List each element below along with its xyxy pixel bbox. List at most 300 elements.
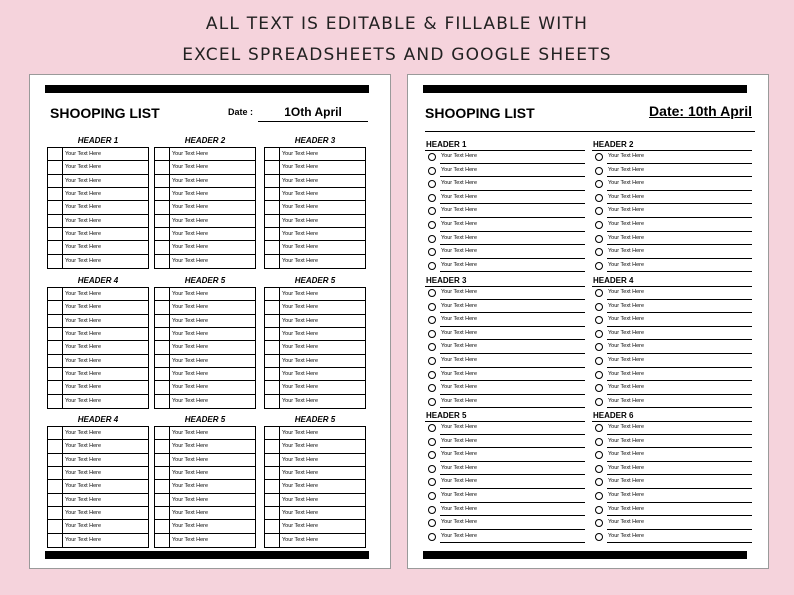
- item-text-field[interactable]: Your Text Here: [608, 356, 645, 363]
- item-text-field[interactable]: Your Text Here: [282, 483, 319, 490]
- check-cell[interactable]: [48, 534, 63, 547]
- check-cell[interactable]: [48, 201, 63, 213]
- check-cell[interactable]: [155, 440, 170, 452]
- item-text-field[interactable]: Your Text Here: [65, 370, 102, 377]
- item-text-field[interactable]: Your Text Here: [282, 304, 319, 311]
- item-group: [154, 135, 256, 269]
- item-text-field[interactable]: Your Text Here: [282, 536, 319, 543]
- circle-checkbox-icon[interactable]: [428, 235, 436, 243]
- check-cell[interactable]: [48, 215, 63, 227]
- item-text-field[interactable]: Your Text Here: [608, 329, 645, 336]
- circle-checkbox-icon[interactable]: [428, 303, 436, 311]
- item-group: [264, 135, 366, 269]
- item-text-field[interactable]: Your Text Here: [441, 370, 478, 377]
- circle-checkbox-icon[interactable]: [595, 451, 603, 459]
- item-text-field[interactable]: Your Text Here: [282, 317, 319, 324]
- circle-checkbox-icon[interactable]: [595, 316, 603, 324]
- item-text-field[interactable]: Your Text Here: [441, 519, 478, 526]
- item-text-field[interactable]: Your Text Here: [65, 344, 102, 351]
- item-text-field[interactable]: Your Text Here: [172, 291, 209, 297]
- circle-checkbox-icon[interactable]: [595, 194, 603, 202]
- item-text-field[interactable]: Your Text Here: [172, 230, 209, 237]
- item-text-field[interactable]: Your Text Here: [65, 456, 102, 463]
- check-cell[interactable]: [155, 241, 170, 253]
- item-text-field[interactable]: Your Text Here: [441, 302, 478, 309]
- check-cell[interactable]: [155, 534, 170, 547]
- item-text-field[interactable]: Your Text Here: [282, 330, 319, 337]
- item-text-field[interactable]: Your Text Here: [282, 496, 319, 503]
- item-text-field[interactable]: Your Text Here: [282, 370, 319, 377]
- item-text-field[interactable]: Your Text Here: [441, 316, 478, 323]
- check-cell[interactable]: [155, 161, 170, 173]
- circle-checkbox-icon[interactable]: [595, 153, 603, 161]
- circle-checkbox-icon[interactable]: [595, 235, 603, 243]
- table-row: [155, 215, 255, 228]
- table-row: [155, 315, 255, 328]
- checklist-item: [425, 328, 585, 342]
- item-text-field[interactable]: Your Text Here: [608, 193, 645, 200]
- check-cell[interactable]: [155, 355, 170, 367]
- item-text-field[interactable]: Your Text Here: [282, 509, 319, 516]
- checklist-item: [425, 151, 585, 165]
- item-text-field[interactable]: Your Text Here: [172, 330, 209, 337]
- item-text-field[interactable]: Your Text Here: [65, 317, 102, 324]
- circle-checkbox-icon[interactable]: [428, 357, 436, 365]
- date-field[interactable]: 1Oth April: [258, 105, 368, 122]
- item-text-field[interactable]: Your Text Here: [172, 397, 209, 404]
- circle-checkbox-icon[interactable]: [428, 167, 436, 175]
- item-underline: [607, 461, 752, 462]
- item-text-field[interactable]: Your Text Here: [441, 248, 478, 255]
- check-cell[interactable]: [265, 301, 280, 313]
- item-text-field[interactable]: Your Text Here: [172, 164, 209, 171]
- item-text-field[interactable]: Your Text Here: [65, 151, 102, 157]
- circle-checkbox-icon[interactable]: [428, 248, 436, 256]
- check-cell[interactable]: [265, 201, 280, 213]
- check-cell[interactable]: [265, 148, 280, 160]
- item-text-field[interactable]: Your Text Here: [65, 523, 102, 530]
- item-text-field[interactable]: Your Text Here: [172, 244, 209, 251]
- circle-checkbox-icon[interactable]: [595, 180, 603, 188]
- check-cell[interactable]: [48, 381, 63, 393]
- check-cell[interactable]: [48, 480, 63, 492]
- circle-checkbox-icon[interactable]: [428, 153, 436, 161]
- check-cell[interactable]: [265, 454, 280, 466]
- item-text-field[interactable]: Your Text Here: [608, 384, 645, 391]
- check-cell[interactable]: [155, 494, 170, 506]
- check-cell[interactable]: [155, 148, 170, 160]
- check-cell[interactable]: [48, 355, 63, 367]
- check-cell[interactable]: [155, 328, 170, 340]
- item-text-field[interactable]: Your Text Here: [282, 164, 319, 171]
- item-text-field[interactable]: Your Text Here: [441, 220, 478, 227]
- circle-checkbox-icon[interactable]: [428, 478, 436, 486]
- item-text-field[interactable]: Your Text Here: [282, 244, 319, 251]
- item-text-field[interactable]: Your Text Here: [608, 532, 645, 539]
- item-text-field[interactable]: Your Text Here: [441, 437, 478, 444]
- check-cell[interactable]: [265, 467, 280, 479]
- item-text-field[interactable]: Your Text Here: [65, 509, 102, 516]
- check-cell[interactable]: [265, 228, 280, 240]
- banner-line-2: EXCEL SPREADSHEETS AND GOOGLE SHEETS: [182, 45, 612, 65]
- item-text-field[interactable]: Your Text Here: [65, 244, 102, 251]
- table-row: [155, 427, 255, 440]
- item-text-field[interactable]: Your Text Here: [441, 166, 478, 173]
- check-cell[interactable]: [155, 215, 170, 227]
- check-cell[interactable]: [265, 534, 280, 547]
- item-text-field[interactable]: Your Text Here: [65, 469, 102, 476]
- check-cell[interactable]: [155, 341, 170, 353]
- table-row: [155, 467, 255, 480]
- item-text-field[interactable]: Your Text Here: [441, 505, 478, 512]
- item-text-field[interactable]: Your Text Here: [65, 304, 102, 311]
- table-row: [155, 355, 255, 368]
- item-text-field[interactable]: Your Text Here: [172, 190, 209, 197]
- item-underline: [440, 474, 585, 475]
- check-cell[interactable]: [155, 315, 170, 327]
- circle-checkbox-icon[interactable]: [595, 533, 603, 541]
- item-text-field[interactable]: Your Text Here: [608, 343, 645, 350]
- item-text-field[interactable]: Your Text Here: [282, 456, 319, 463]
- circle-checkbox-icon[interactable]: [595, 303, 603, 311]
- item-text-field[interactable]: Your Text Here: [65, 397, 102, 404]
- check-cell[interactable]: [48, 467, 63, 479]
- section-header: HEADER 2: [592, 139, 752, 151]
- checklist-item: [592, 490, 752, 504]
- check-cell[interactable]: [265, 215, 280, 227]
- item-text-field[interactable]: Your Text Here: [441, 343, 478, 350]
- check-cell[interactable]: [48, 161, 63, 173]
- circle-checkbox-icon[interactable]: [428, 438, 436, 446]
- item-text-field[interactable]: Your Text Here: [282, 469, 319, 476]
- item-text-field[interactable]: Your Text Here: [172, 370, 209, 377]
- check-cell[interactable]: [265, 341, 280, 353]
- item-text-field[interactable]: Your Text Here: [65, 217, 102, 224]
- check-cell[interactable]: [48, 440, 63, 452]
- item-text-field[interactable]: Your Text Here: [172, 384, 209, 391]
- check-cell[interactable]: [265, 188, 280, 200]
- item-text-field[interactable]: Your Text Here: [608, 166, 645, 173]
- item-text-field[interactable]: Your Text Here: [65, 190, 102, 197]
- item-text-field[interactable]: Your Text Here: [282, 177, 319, 184]
- check-cell[interactable]: [155, 228, 170, 240]
- item-text-field[interactable]: Your Text Here: [172, 509, 209, 516]
- circle-checkbox-icon[interactable]: [428, 465, 436, 473]
- item-text-field[interactable]: Your Text Here: [441, 478, 478, 485]
- circle-checkbox-icon[interactable]: [595, 167, 603, 175]
- item-text-field[interactable]: Your Text Here: [441, 464, 478, 471]
- date-field[interactable]: Date: 10th April: [649, 103, 752, 119]
- circle-checkbox-icon[interactable]: [428, 371, 436, 379]
- circle-checkbox-icon[interactable]: [428, 316, 436, 324]
- item-text-field[interactable]: Your Text Here: [172, 536, 209, 543]
- item-text-field[interactable]: Your Text Here: [441, 356, 478, 363]
- circle-checkbox-icon[interactable]: [428, 424, 436, 432]
- checklist-item: [592, 165, 752, 179]
- item-text-field[interactable]: Your Text Here: [441, 329, 478, 336]
- item-text-field[interactable]: Your Text Here: [608, 464, 645, 471]
- item-text-field[interactable]: Your Text Here: [608, 207, 645, 214]
- circle-checkbox-icon[interactable]: [595, 343, 603, 351]
- item-underline: [440, 515, 585, 516]
- check-cell[interactable]: [155, 467, 170, 479]
- item-text-field[interactable]: Your Text Here: [282, 230, 319, 237]
- item-text-field[interactable]: Your Text Here: [441, 451, 478, 458]
- circle-checkbox-icon[interactable]: [595, 384, 603, 392]
- item-text-field[interactable]: Your Text Here: [608, 316, 645, 323]
- check-cell[interactable]: [48, 328, 63, 340]
- table-row: [265, 328, 365, 341]
- item-text-field[interactable]: Your Text Here: [172, 177, 209, 184]
- circle-checkbox-icon[interactable]: [595, 506, 603, 514]
- check-cell[interactable]: [265, 288, 280, 300]
- check-cell[interactable]: [48, 427, 63, 439]
- check-cell[interactable]: [155, 480, 170, 492]
- check-cell[interactable]: [155, 395, 170, 408]
- check-cell[interactable]: [265, 355, 280, 367]
- circle-checkbox-icon[interactable]: [428, 207, 436, 215]
- check-cell[interactable]: [48, 341, 63, 353]
- check-cell[interactable]: [48, 255, 63, 268]
- table-row: [155, 494, 255, 507]
- check-cell[interactable]: [48, 494, 63, 506]
- circle-checkbox-icon[interactable]: [428, 330, 436, 338]
- check-cell[interactable]: [265, 315, 280, 327]
- check-cell[interactable]: [48, 454, 63, 466]
- circle-checkbox-icon[interactable]: [428, 262, 436, 270]
- item-text-field[interactable]: Your Text Here: [282, 443, 319, 450]
- check-cell[interactable]: [48, 228, 63, 240]
- item-text-field[interactable]: Your Text Here: [608, 153, 645, 159]
- item-text-field[interactable]: Your Text Here: [282, 384, 319, 391]
- item-text-field[interactable]: Your Text Here: [608, 437, 645, 444]
- item-underline: [607, 394, 752, 395]
- item-text-field[interactable]: Your Text Here: [282, 397, 319, 404]
- item-text-field[interactable]: Your Text Here: [172, 430, 209, 436]
- check-cell[interactable]: [265, 480, 280, 492]
- check-cell[interactable]: [155, 381, 170, 393]
- check-cell[interactable]: [265, 381, 280, 393]
- circle-checkbox-icon[interactable]: [428, 451, 436, 459]
- circle-checkbox-icon[interactable]: [595, 438, 603, 446]
- item-text-field[interactable]: Your Text Here: [608, 424, 645, 430]
- circle-checkbox-icon[interactable]: [595, 221, 603, 229]
- item-text-field[interactable]: Your Text Here: [65, 384, 102, 391]
- item-text-field[interactable]: Your Text Here: [608, 478, 645, 485]
- check-cell[interactable]: [48, 188, 63, 200]
- item-text-field[interactable]: Your Text Here: [441, 207, 478, 214]
- item-text-field[interactable]: Your Text Here: [65, 483, 102, 490]
- item-text-field[interactable]: Your Text Here: [172, 151, 209, 157]
- check-cell[interactable]: [155, 301, 170, 313]
- check-cell[interactable]: [48, 520, 63, 532]
- item-text-field[interactable]: Your Text Here: [441, 289, 478, 295]
- item-text-field[interactable]: Your Text Here: [282, 204, 319, 211]
- checklist-item: [592, 246, 752, 260]
- item-text-field[interactable]: Your Text Here: [441, 153, 478, 159]
- item-text-field[interactable]: Your Text Here: [282, 217, 319, 224]
- circle-checkbox-icon[interactable]: [595, 371, 603, 379]
- item-text-field[interactable]: Your Text Here: [172, 317, 209, 324]
- check-cell[interactable]: [265, 161, 280, 173]
- item-text-field[interactable]: Your Text Here: [608, 180, 645, 187]
- item-text-field[interactable]: Your Text Here: [441, 234, 478, 241]
- item-text-field[interactable]: Your Text Here: [282, 430, 319, 436]
- circle-checkbox-icon[interactable]: [428, 492, 436, 500]
- item-text-field[interactable]: Your Text Here: [608, 302, 645, 309]
- item-text-field[interactable]: Your Text Here: [608, 370, 645, 377]
- item-text-field[interactable]: Your Text Here: [282, 257, 319, 264]
- item-text-field[interactable]: Your Text Here: [282, 151, 319, 157]
- circle-checkbox-icon[interactable]: [428, 194, 436, 202]
- item-text-field[interactable]: Your Text Here: [441, 424, 478, 430]
- item-text-field[interactable]: Your Text Here: [65, 430, 102, 436]
- check-cell[interactable]: [155, 288, 170, 300]
- circle-checkbox-icon[interactable]: [595, 398, 603, 406]
- circle-checkbox-icon[interactable]: [595, 357, 603, 365]
- item-text-field[interactable]: Your Text Here: [172, 523, 209, 530]
- circle-checkbox-icon[interactable]: [428, 221, 436, 229]
- circle-checkbox-icon[interactable]: [595, 248, 603, 256]
- item-text-field[interactable]: Your Text Here: [65, 330, 102, 337]
- check-cell[interactable]: [265, 395, 280, 408]
- item-text-field[interactable]: Your Text Here: [65, 177, 102, 184]
- circle-checkbox-icon[interactable]: [428, 398, 436, 406]
- check-cell[interactable]: [48, 301, 63, 313]
- item-text-field[interactable]: Your Text Here: [608, 451, 645, 458]
- item-text-field[interactable]: Your Text Here: [172, 496, 209, 503]
- circle-checkbox-icon[interactable]: [428, 180, 436, 188]
- check-cell[interactable]: [155, 507, 170, 519]
- item-text-field[interactable]: Your Text Here: [608, 261, 645, 268]
- item-text-field[interactable]: Your Text Here: [441, 180, 478, 187]
- checklist-item: [425, 355, 585, 369]
- circle-checkbox-icon[interactable]: [595, 478, 603, 486]
- item-text-field[interactable]: Your Text Here: [608, 519, 645, 526]
- check-cell[interactable]: [265, 328, 280, 340]
- table-row: [155, 228, 255, 241]
- item-text-field[interactable]: Your Text Here: [608, 234, 645, 241]
- item-text-field[interactable]: Your Text Here: [65, 496, 102, 503]
- item-text-field[interactable]: Your Text Here: [172, 357, 209, 364]
- check-cell[interactable]: [155, 368, 170, 380]
- checklist-item: [592, 504, 752, 518]
- circle-checkbox-icon[interactable]: [595, 207, 603, 215]
- check-cell[interactable]: [265, 440, 280, 452]
- check-cell[interactable]: [48, 175, 63, 187]
- item-text-field[interactable]: Your Text Here: [172, 443, 209, 450]
- item-underline: [440, 380, 585, 381]
- check-cell[interactable]: [265, 241, 280, 253]
- item-text-field[interactable]: Your Text Here: [65, 164, 102, 171]
- item-text-field[interactable]: Your Text Here: [172, 257, 209, 264]
- item-text-field[interactable]: Your Text Here: [282, 190, 319, 197]
- item-text-field[interactable]: Your Text Here: [172, 456, 209, 463]
- check-cell[interactable]: [48, 395, 63, 408]
- circle-checkbox-icon[interactable]: [595, 465, 603, 473]
- item-text-field[interactable]: Your Text Here: [65, 443, 102, 450]
- item-text-field[interactable]: Your Text Here: [441, 397, 478, 404]
- check-cell[interactable]: [48, 241, 63, 253]
- check-cell[interactable]: [155, 201, 170, 213]
- check-cell[interactable]: [265, 427, 280, 439]
- item-text-field[interactable]: Your Text Here: [172, 304, 209, 311]
- circle-checkbox-icon[interactable]: [595, 492, 603, 500]
- item-text-field[interactable]: Your Text Here: [608, 220, 645, 227]
- check-cell[interactable]: [155, 255, 170, 268]
- item-text-field[interactable]: Your Text Here: [441, 261, 478, 268]
- circle-checkbox-icon[interactable]: [428, 533, 436, 541]
- check-cell[interactable]: [265, 494, 280, 506]
- item-text-field[interactable]: Your Text Here: [608, 248, 645, 255]
- checklist-item: [592, 192, 752, 206]
- circle-checkbox-icon[interactable]: [428, 506, 436, 514]
- circle-checkbox-icon[interactable]: [428, 289, 436, 297]
- item-text-field[interactable]: Your Text Here: [441, 384, 478, 391]
- item-text-field[interactable]: Your Text Here: [65, 357, 102, 364]
- item-text-field[interactable]: Your Text Here: [172, 217, 209, 224]
- item-text-field[interactable]: Your Text Here: [65, 536, 102, 543]
- circle-checkbox-icon[interactable]: [428, 343, 436, 351]
- item-text-field[interactable]: Your Text Here: [608, 397, 645, 404]
- check-cell[interactable]: [155, 520, 170, 532]
- check-cell[interactable]: [155, 175, 170, 187]
- item-text-field[interactable]: Your Text Here: [282, 344, 319, 351]
- item-underline: [440, 488, 585, 489]
- item-text-field[interactable]: Your Text Here: [282, 291, 319, 297]
- table-row: [48, 161, 148, 174]
- circle-checkbox-icon[interactable]: [428, 519, 436, 527]
- item-text-field[interactable]: Your Text Here: [65, 291, 102, 297]
- item-text-field[interactable]: Your Text Here: [172, 483, 209, 490]
- circle-checkbox-icon[interactable]: [595, 519, 603, 527]
- check-cell[interactable]: [155, 427, 170, 439]
- item-text-field[interactable]: Your Text Here: [172, 344, 209, 351]
- item-text-field[interactable]: Your Text Here: [608, 505, 645, 512]
- check-cell[interactable]: [155, 454, 170, 466]
- item-text-field[interactable]: Your Text Here: [65, 204, 102, 211]
- item-text-field[interactable]: Your Text Here: [172, 469, 209, 476]
- circle-checkbox-icon[interactable]: [595, 262, 603, 270]
- circle-checkbox-icon[interactable]: [428, 384, 436, 392]
- check-cell[interactable]: [265, 368, 280, 380]
- item-text-field[interactable]: Your Text Here: [65, 230, 102, 237]
- check-cell[interactable]: [265, 175, 280, 187]
- item-text-field[interactable]: Your Text Here: [441, 491, 478, 498]
- item-text-field[interactable]: Your Text Here: [608, 289, 645, 295]
- item-group: [154, 275, 256, 409]
- item-text-field[interactable]: Your Text Here: [441, 532, 478, 539]
- check-cell[interactable]: [265, 507, 280, 519]
- circle-checkbox-icon[interactable]: [595, 424, 603, 432]
- item-text-field[interactable]: Your Text Here: [441, 193, 478, 200]
- check-cell[interactable]: [48, 368, 63, 380]
- item-text-field[interactable]: Your Text Here: [65, 257, 102, 264]
- check-cell[interactable]: [48, 507, 63, 519]
- check-cell[interactable]: [155, 188, 170, 200]
- item-text-field[interactable]: Your Text Here: [282, 357, 319, 364]
- item-text-field[interactable]: Your Text Here: [282, 523, 319, 530]
- circle-checkbox-icon[interactable]: [595, 289, 603, 297]
- circle-checkbox-icon[interactable]: [595, 330, 603, 338]
- check-cell[interactable]: [265, 520, 280, 532]
- item-text-field[interactable]: Your Text Here: [608, 491, 645, 498]
- item-text-field[interactable]: Your Text Here: [172, 204, 209, 211]
- check-cell[interactable]: [48, 148, 63, 160]
- check-cell[interactable]: [265, 255, 280, 268]
- check-cell[interactable]: [48, 288, 63, 300]
- check-cell[interactable]: [48, 315, 63, 327]
